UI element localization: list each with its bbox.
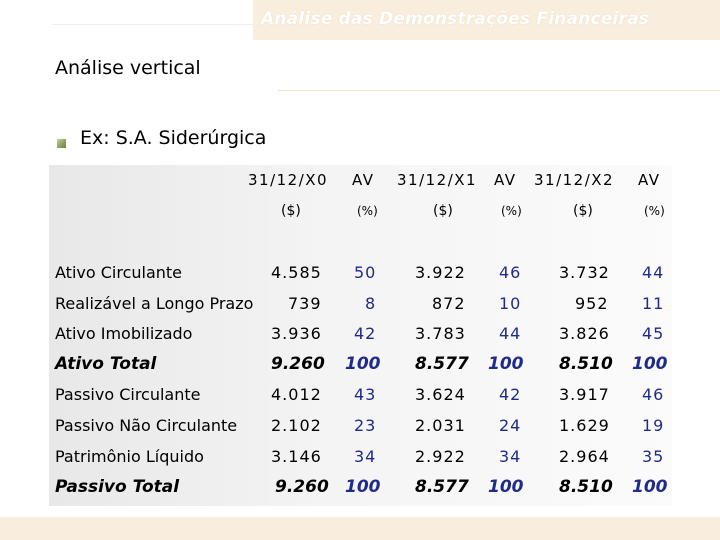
value-x2: 3.826 bbox=[559, 324, 610, 343]
bullet-icon bbox=[57, 139, 66, 148]
value-x1: 3.922 bbox=[415, 263, 466, 282]
row-label: Passivo Não Circulante bbox=[55, 416, 238, 435]
subtitle-divider bbox=[277, 90, 720, 91]
section-subtitle: Análise vertical bbox=[55, 57, 201, 79]
value-x1: 2.922 bbox=[415, 447, 466, 466]
row-label: Ativo Circulante bbox=[55, 263, 183, 282]
unit-av-x0: (%) bbox=[357, 204, 378, 218]
slide-title: Análise das Demonstrações Financeiras bbox=[261, 9, 650, 29]
row-label: Passivo Circulante bbox=[55, 385, 201, 404]
value-x0: 4.012 bbox=[271, 385, 322, 404]
percent-x2: 100 bbox=[632, 354, 668, 374]
row-label: Realizável a Longo Prazo bbox=[55, 294, 254, 313]
value-x2: 1.629 bbox=[559, 416, 610, 435]
percent-x2: 100 bbox=[632, 477, 668, 497]
value-x0: 9.260 bbox=[275, 477, 329, 497]
percent-x1: 10 bbox=[499, 294, 522, 313]
unit-av-x2: (%) bbox=[644, 204, 665, 218]
percent-x2: 44 bbox=[642, 263, 665, 282]
value-x2: 3.732 bbox=[559, 263, 610, 282]
row-label-total: Passivo Total bbox=[55, 477, 180, 497]
col-header-av-x0: AV bbox=[352, 171, 375, 189]
percent-x1: 42 bbox=[499, 385, 522, 404]
percent-x0: 34 bbox=[354, 447, 377, 466]
row-label: Patrimônio Líquido bbox=[55, 447, 204, 466]
percent-x1: 100 bbox=[488, 477, 524, 497]
percent-x0: 42 bbox=[354, 324, 377, 343]
col-header-av-x1: AV bbox=[494, 171, 517, 189]
example-label: Ex: S.A. Siderúrgica bbox=[80, 127, 267, 149]
percent-x1: 44 bbox=[499, 324, 522, 343]
unit-x0: ($) bbox=[281, 203, 301, 219]
value-x2: 3.917 bbox=[559, 385, 610, 404]
unit-av-x1: (%) bbox=[501, 204, 522, 218]
footer-band bbox=[0, 517, 720, 540]
row-label-total: Ativo Total bbox=[55, 354, 157, 374]
percent-x1: 24 bbox=[499, 416, 522, 435]
unit-x1: ($) bbox=[433, 203, 453, 219]
percent-x2: 11 bbox=[642, 294, 665, 313]
value-x2: 8.510 bbox=[559, 354, 613, 374]
value-x1: 3.624 bbox=[415, 385, 466, 404]
value-x1: 8.577 bbox=[415, 477, 469, 497]
value-x2: 952 bbox=[575, 294, 609, 313]
percent-x0: 50 bbox=[354, 263, 377, 282]
value-x2: 2.964 bbox=[559, 447, 610, 466]
percent-x1: 34 bbox=[499, 447, 522, 466]
top-divider bbox=[52, 24, 257, 25]
value-x0: 2.102 bbox=[271, 416, 322, 435]
value-x2: 8.510 bbox=[559, 477, 613, 497]
percent-x2: 19 bbox=[642, 416, 665, 435]
value-x1: 3.783 bbox=[415, 324, 466, 343]
value-x0: 3.146 bbox=[271, 447, 322, 466]
percent-x1: 46 bbox=[499, 263, 522, 282]
percent-x0: 100 bbox=[345, 354, 381, 374]
col-header-x0: 31/12/X0 bbox=[248, 171, 329, 189]
unit-x2: ($) bbox=[573, 203, 593, 219]
col-header-x1: 31/12/X1 bbox=[397, 171, 478, 189]
value-x1: 2.031 bbox=[415, 416, 466, 435]
value-x1: 8.577 bbox=[415, 354, 469, 374]
value-x0: 739 bbox=[288, 294, 322, 313]
value-x0: 9.260 bbox=[271, 354, 325, 374]
value-x1: 872 bbox=[432, 294, 466, 313]
value-x0: 4.585 bbox=[271, 263, 322, 282]
row-label: Ativo Imobilizado bbox=[55, 324, 193, 343]
value-x0: 3.936 bbox=[271, 324, 322, 343]
title-banner bbox=[253, 0, 720, 40]
percent-x2: 46 bbox=[642, 385, 665, 404]
col-header-av-x2: AV bbox=[638, 171, 661, 189]
percent-x0: 43 bbox=[354, 385, 377, 404]
percent-x1: 100 bbox=[488, 354, 524, 374]
percent-x0: 8 bbox=[365, 294, 377, 313]
percent-x0: 23 bbox=[354, 416, 377, 435]
percent-x2: 35 bbox=[642, 447, 665, 466]
col-header-x2: 31/12/X2 bbox=[534, 171, 615, 189]
percent-x2: 45 bbox=[642, 324, 665, 343]
percent-x0: 100 bbox=[345, 477, 381, 497]
